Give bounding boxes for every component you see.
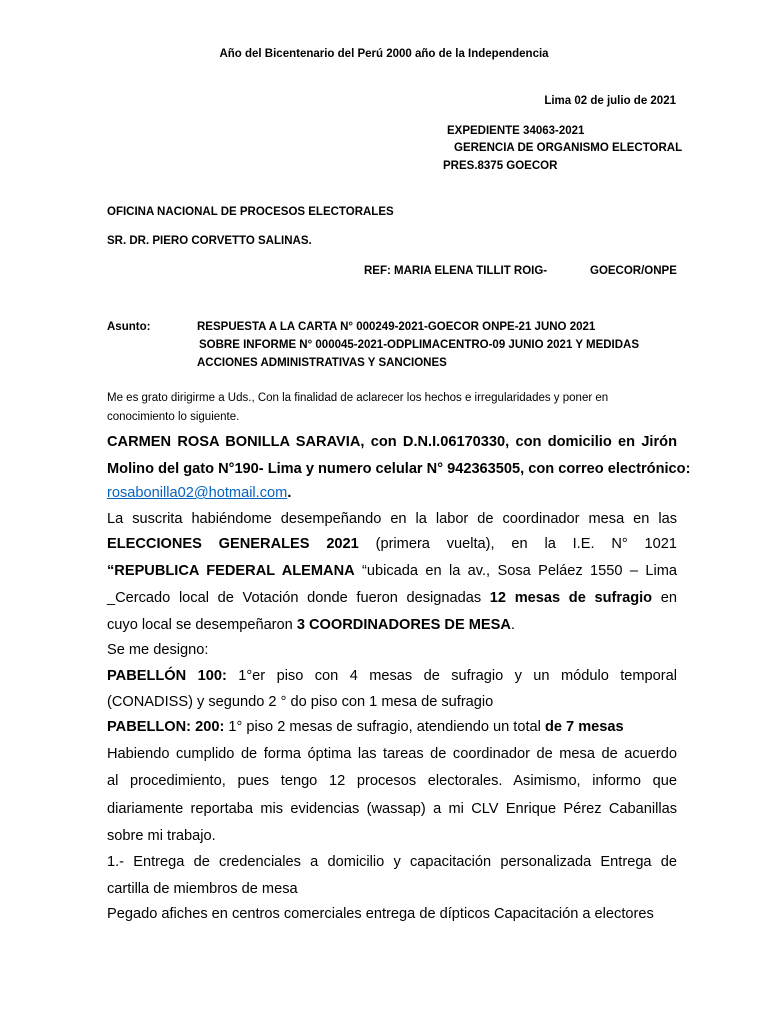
ref-code: GOECOR/ONPE xyxy=(590,265,677,277)
expediente: EXPEDIENTE 34063-2021 xyxy=(447,125,585,137)
intro-line2: conocimiento lo siguiente. xyxy=(107,411,240,423)
paragraph2-line2: al procedimiento, pues tengo 12 procesos electorales. Asimismo, informo que xyxy=(107,773,677,789)
elecciones-bold: ELECCIONES GENERALES 2021 xyxy=(107,536,359,552)
paragraph2-line1: Habiendo cumplido de forma óptima las tareas de coordinador de mesa de acuerdo xyxy=(107,746,677,762)
asunto-line3: ACCIONES ADMINISTRATIVAS Y SANCIONES xyxy=(197,357,447,369)
body-line1: La suscrita habiéndome desempeñando en la labor de coordinador mesa en las xyxy=(107,511,677,527)
republica-bold: “REPUBLICA FEDERAL ALEMANA xyxy=(107,563,355,579)
item2-line: Pegado afiches en centros comerciales entrega de dípticos Capacitación a electores xyxy=(107,906,654,922)
asunto-line2: SOBRE INFORME N° 000045-2021-ODPLIMACENTRO-09 JUNIO 2021 Y MEDIDAS xyxy=(199,339,640,351)
pabellon100-line2: (CONADISS) y segundo 2 ° do piso con 1 mesa de sufragio xyxy=(107,694,494,710)
intro-line1: Me es grato dirigirme a Uds., Con la finalidad de aclarecer los hechos e irregularidades y poner en xyxy=(107,392,609,404)
body-line3 xyxy=(107,563,677,579)
date-line: Lima 02 de julio de 2021 xyxy=(544,95,676,107)
item1-line1: 1.- Entrega de credenciales a domicilio y capacitación personalizada Entrega de xyxy=(107,854,677,870)
addressee: SR. DR. PIERO CORVETTO SALINAS. xyxy=(107,235,312,247)
identity-line2: Molino del gato N°190- Lima y numero celular N° 942363505, con correo electrónico: xyxy=(107,461,691,477)
paragraph2-line4: sobre mi trabajo. xyxy=(107,828,216,844)
pabellon200-bold: de 7 mesas xyxy=(544,719,624,735)
oficina: OFICINA NACIONAL DE PROCESOS ELECTORALES xyxy=(107,206,394,218)
coordinadores-bold: 3 COORDINADORES DE MESA xyxy=(296,617,511,633)
identity-line3 xyxy=(107,485,291,501)
cercado-end: en xyxy=(660,590,677,606)
paragraph2-line3: diariamente reportaba mis evidencias (wassap) a mi CLV Enrique Pérez Cabanillas xyxy=(107,801,677,817)
pres: PRES.8375 GOECOR xyxy=(443,160,558,172)
pabellon200-text: 1° piso 2 mesas de sufragio, atendiendo un total xyxy=(228,719,541,735)
body-line4 xyxy=(107,590,677,606)
email-period: . xyxy=(287,485,292,501)
designo-line: Se me designo: xyxy=(107,642,209,658)
ref-label: REF: MARIA ELENA TILLIT ROIG- xyxy=(364,265,548,277)
identity-line1: CARMEN ROSA BONILLA SARAVIA, con D.N.I.06170330, con domicilio en Jirón xyxy=(107,434,677,450)
republica-rest: “ubicada en la av., Sosa Peláez 1550 – Lima xyxy=(362,563,677,579)
pabellon100-line1 xyxy=(107,668,677,684)
pabellon100-label: PABELLÓN 100: xyxy=(107,668,227,684)
asunto-line1: RESPUESTA A LA CARTA N° 000249-2021-GOECOR ONPE-21 JUNO 2021 xyxy=(197,321,596,333)
item1-line2: cartilla de miembros de mesa xyxy=(107,881,298,897)
asunto-label: Asunto: xyxy=(107,321,151,333)
email-link[interactable]: rosabonilla02@hotmail.com xyxy=(107,485,288,501)
body-line5 xyxy=(107,617,515,633)
coordinadores-text: cuyo local se desempeñaron xyxy=(107,617,293,633)
pabellon200-line xyxy=(107,719,624,735)
pabellon200-label: PABELLON: 200: xyxy=(107,719,225,735)
pabellon100-text: 1°er piso con 4 mesas de sufragio y un módulo temporal xyxy=(238,668,678,684)
cercado-text: _Cercado local de Votación donde fueron designadas xyxy=(107,590,482,606)
body-line2 xyxy=(107,536,677,552)
mesas-bold: 12 mesas de sufragio xyxy=(489,590,653,606)
header-line: Año del Bicentenario del Perú 2000 año de la Independencia xyxy=(219,48,549,60)
elecciones-rest: (primera vuelta), en la I.E. N° 1021 xyxy=(375,536,677,552)
coordinadores-end: . xyxy=(510,617,515,633)
gerencia: GERENCIA DE ORGANISMO ELECTORAL xyxy=(454,142,683,154)
